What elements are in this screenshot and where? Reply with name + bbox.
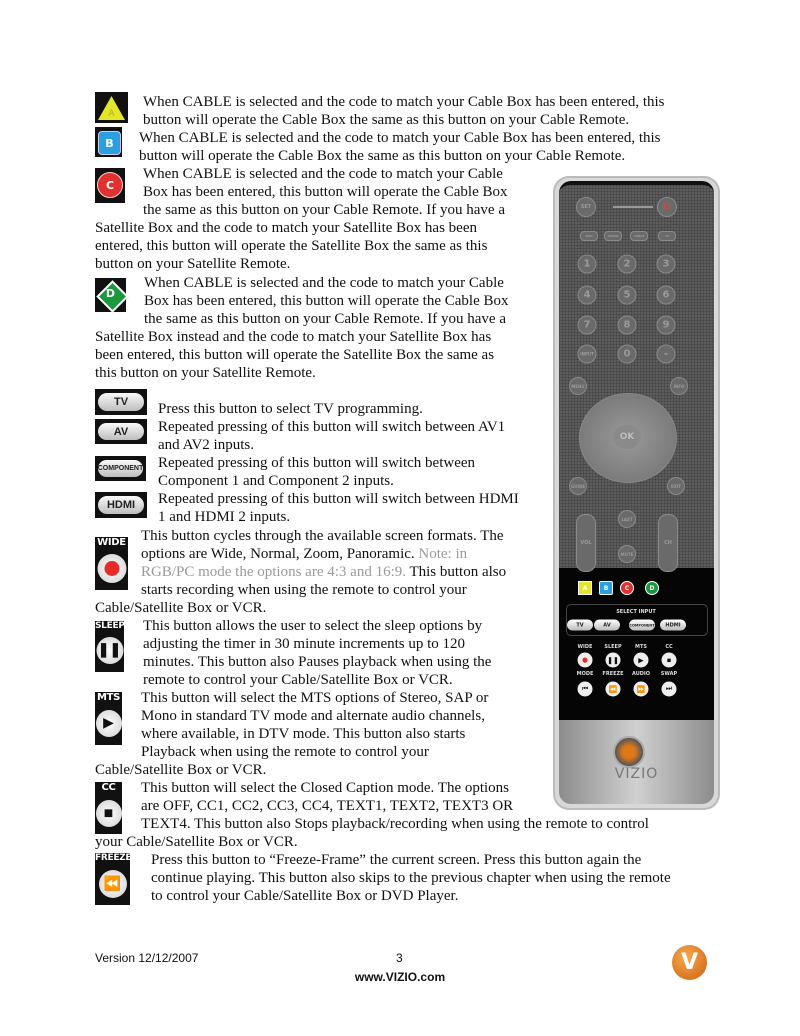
remote-info-button: INFO <box>670 377 688 395</box>
text: Component 1 and Component 2 inputs. <box>158 473 394 489</box>
text: This button will select the MTS options of Stereo, SAP or <box>141 690 489 706</box>
mts-label: MTS <box>96 692 121 703</box>
text: this button on your Satellite Remote. <box>95 365 316 381</box>
remote-color-button: C <box>620 581 634 595</box>
a-description-line <box>143 93 665 111</box>
c-description-line <box>95 237 487 255</box>
d-description-line <box>144 292 509 310</box>
freeze-rewind-button-icon: FREEZE ⏪ <box>95 853 130 905</box>
freeze-label: FREEZE <box>95 853 132 863</box>
b-button-icon <box>95 127 122 157</box>
cc-stop-button-icon: CC ■ <box>95 782 122 834</box>
component-description-line <box>158 472 394 490</box>
remote-digit-button: 9 <box>657 316 676 335</box>
text: Box has been entered, this button will operate the Cable Box <box>144 293 509 309</box>
wide-description-line <box>95 599 266 617</box>
text: been entered, this button will operate the Satellite Box the same as <box>95 347 495 363</box>
remote-mode-button: DVD <box>580 231 598 241</box>
text: This button will select the Closed Caption mode. The options <box>141 780 510 796</box>
remote-function-label: MTS <box>635 644 647 650</box>
d-description-line <box>95 328 491 346</box>
text: When CABLE is selected and the code to match your Cable Box has been entered, this <box>139 130 661 146</box>
svg-text:A: A <box>108 109 115 119</box>
text: adjusting the timer in 30 minute increments up to 120 <box>143 636 466 652</box>
mts-description-line <box>95 761 266 779</box>
mts-description-line <box>141 725 465 743</box>
remote-mute-button: MUTE <box>618 545 636 563</box>
cc-label: CC <box>101 782 116 793</box>
sleep-description-line <box>143 635 465 653</box>
sleep-description-line <box>143 671 453 689</box>
cc-description-line <box>141 797 513 815</box>
wide-description-line <box>141 545 467 563</box>
text: Satellite Box instead and the code to match your Satellite Box has <box>95 329 492 345</box>
text: 1 and HDMI 2 inputs. <box>158 509 291 525</box>
remote-digit-button: 7 <box>578 316 597 335</box>
c-description-line <box>143 165 503 183</box>
remote-function-button: ▶ <box>634 653 649 668</box>
hdmi-description-line <box>158 490 519 508</box>
av-description-line <box>158 418 505 436</box>
wide-description-line <box>141 581 467 599</box>
remote-vizio-logo-icon <box>613 736 645 768</box>
text: When CABLE is selected and the code to match your Cable <box>144 275 504 291</box>
mts-description-line <box>141 707 485 725</box>
text: Press this button to select TV programming. <box>158 401 423 417</box>
remote-function-button: ❚❚ <box>606 653 621 668</box>
component-label: COMPONENT <box>98 460 143 477</box>
remote-exit-button: EXIT <box>667 477 685 495</box>
remote-function-label: WIDE <box>577 644 593 650</box>
text: Cable/Satellite Box or VCR. <box>95 762 267 778</box>
mts-description-line <box>141 689 488 707</box>
text: Repeated pressing of this button will switch between <box>158 455 476 471</box>
remote-select-input-label: SELECT INPUT <box>616 609 656 615</box>
tv-button-icon <box>95 389 147 415</box>
remote-color-button: A <box>578 581 592 595</box>
vizio-logo-icon <box>672 945 707 980</box>
text: Repeated pressing of this button will switch between AV1 <box>158 419 506 435</box>
remote-input-button: HDMI <box>660 620 686 631</box>
vizio-logo-letter: V <box>680 950 699 975</box>
note-text: Note: in <box>418 546 468 562</box>
remote-digit-button: 0 <box>618 345 637 364</box>
remote-guide-button: GUIDE <box>569 477 587 495</box>
d-description-line <box>144 310 506 328</box>
text: This button cycles through the available screen formats. The <box>141 528 504 544</box>
mts-description-line <box>141 743 429 761</box>
c-label: C <box>97 172 123 198</box>
remote-control-image <box>555 178 718 808</box>
remote-vol-rocker: VOL <box>576 514 596 572</box>
remote-function-label: CC <box>665 644 673 650</box>
component-description-line <box>158 454 475 472</box>
text: options are Wide, Normal, Zoom, Panoramic. <box>141 546 419 562</box>
text: the same as this button on your Cable Remote. If you have a <box>144 311 506 327</box>
d-label: D <box>105 287 116 300</box>
sleep-pause-button-icon: SLEEP ❚❚ <box>95 621 124 672</box>
wide-description-line <box>141 527 504 545</box>
text: This button also <box>405 564 507 580</box>
text: button will operate the Cable Box the same as this button on your Cable Remote. <box>143 112 630 128</box>
wide-description-line <box>141 563 506 581</box>
text: Press this button to “Freeze-Frame” the current screen. Press this button again the <box>151 852 642 868</box>
text: button will operate the Cable Box the same as this button on your Cable Remote. <box>139 148 626 164</box>
remote-input-button: TV <box>567 620 593 631</box>
a-button-icon <box>95 92 128 123</box>
d-description-line <box>95 364 316 382</box>
text: entered, this button will operate the Satellite Box the same as this <box>95 238 488 254</box>
text: Playback when using the remote to control your <box>141 744 429 760</box>
remote-ch-rocker: CH <box>658 514 678 572</box>
text: Mono in standard TV mode and alternate audio channels, <box>141 708 485 724</box>
remote-ok-button: OK <box>613 425 641 449</box>
remote-menu-button: MENU <box>569 377 587 395</box>
tv-description-line <box>158 400 423 418</box>
hdmi-button-icon <box>95 492 147 518</box>
remote-input-button: AV <box>594 620 620 631</box>
av-button-icon <box>95 419 147 444</box>
remote-digit-button: 5 <box>618 286 637 305</box>
hdmi-description-line <box>158 508 290 526</box>
remote-digit-button: - <box>657 345 676 364</box>
text: starts recording when using the remote to control your <box>141 582 467 598</box>
text: Cable/Satellite Box or VCR. <box>95 600 267 616</box>
a-description-line <box>143 111 629 129</box>
c-description-line <box>143 201 505 219</box>
remote-color-button: B <box>599 581 613 595</box>
remote-function-label: MODE <box>576 671 594 677</box>
freeze-description-line <box>151 887 458 905</box>
remote-digit-button: 6 <box>657 286 676 305</box>
sleep-label: SLEEP <box>95 621 125 631</box>
text: your Cable/Satellite Box or VCR. <box>95 834 298 850</box>
text: Repeated pressing of this button will switch between HDMI <box>158 491 519 507</box>
c-description-line <box>95 219 477 237</box>
text: minutes. This button also Pauses playback when using the <box>143 654 492 670</box>
sleep-description-line <box>143 617 482 635</box>
remote-set-button: SET <box>576 197 596 217</box>
remote-color-button: D <box>645 581 659 595</box>
remote-transport-button: ⏩ <box>634 682 649 697</box>
remote-function-button: ● <box>578 653 593 668</box>
text: and AV2 inputs. <box>158 437 254 453</box>
b-label: B <box>98 131 121 155</box>
component-button-icon <box>95 456 146 481</box>
cc-description-line <box>95 833 298 851</box>
freeze-description-line <box>151 869 671 887</box>
text: button on your Satellite Remote. <box>95 256 291 272</box>
text: TEXT4. This button also Stops playback/recording when using the remote to control <box>141 816 649 832</box>
remote-mode-button: TV <box>658 231 676 241</box>
tv-label: TV <box>98 393 144 411</box>
text: are OFF, CC1, CC2, CC3, CC4, TEXT1, TEXT2, TEXT3 OR <box>141 798 514 814</box>
footer-url: www.VIZIO.com <box>354 970 446 984</box>
remote-function-label: SWAP <box>660 671 678 677</box>
c-description-line <box>95 255 290 273</box>
freeze-description-line <box>151 851 641 869</box>
cc-description-line <box>141 779 509 797</box>
remote-function-label: FREEZE <box>602 671 624 677</box>
d-button-icon <box>95 278 126 312</box>
av-label: AV <box>98 423 144 440</box>
remote-digit-button: 8 <box>618 316 637 335</box>
wide-record-button-icon <box>95 537 128 590</box>
remote-digit-button: INPUT <box>578 345 597 364</box>
b-description-line <box>139 129 661 147</box>
text: remote to control your Cable/Satellite Box or VCR. <box>143 672 453 688</box>
text: This button allows the user to select the sleep options by <box>143 618 483 634</box>
remote-transport-button: ⏭ <box>662 682 677 697</box>
text: where available, in DTV mode. This button also starts <box>141 726 466 742</box>
sleep-description-line <box>143 653 491 671</box>
text: the same as this button on your Cable Remote. If you have a <box>143 202 505 218</box>
hdmi-label: HDMI <box>98 496 144 514</box>
remote-digit-button: 3 <box>657 255 676 274</box>
remote-digit-button: 4 <box>578 286 597 305</box>
remote-transport-button: ⏮ <box>578 682 593 697</box>
footer-page-number: 3 <box>396 951 403 965</box>
remote-power-button: ⏻ <box>657 197 677 217</box>
d-description-line <box>95 346 494 364</box>
remote-transport-button: ⏪ <box>606 682 621 697</box>
b-description-line <box>139 147 625 165</box>
cc-description-line <box>141 815 649 833</box>
remote-input-button: COMPONENT <box>629 620 655 631</box>
remote-digit-button: 2 <box>618 255 637 274</box>
c-description-line <box>143 183 508 201</box>
mts-play-button-icon: MTS ▶ <box>95 692 122 745</box>
av-description-line <box>158 436 254 454</box>
note-text: RGB/PC mode the options are 4:3 and 16:9. <box>141 564 406 580</box>
remote-function-button: ■ <box>662 653 677 668</box>
text: continue playing. This button also skips to the previous chapter when using the remote <box>151 870 671 886</box>
text: Box has been entered, this button will operate the Cable Box <box>143 184 508 200</box>
remote-mode-button: AUDIO <box>604 231 622 241</box>
remote-digit-button: 1 <box>578 255 597 274</box>
remote-last-button: LAST <box>618 510 636 528</box>
text: Satellite Box and the code to match your Satellite Box has been <box>95 220 477 236</box>
remote-function-label: SLEEP <box>604 644 622 650</box>
text: When CABLE is selected and the code to match your Cable <box>143 166 503 182</box>
remote-mode-button: CABLE <box>630 231 648 241</box>
remote-function-label: AUDIO <box>631 671 651 677</box>
d-description-line <box>144 274 504 292</box>
footer-version: Version 12/12/2007 <box>95 951 199 965</box>
text: to control your Cable/Satellite Box or DVD Player. <box>151 888 459 904</box>
c-button-icon <box>95 168 125 203</box>
wide-label: WIDE <box>97 537 126 548</box>
remote-brand-text: VIZIO <box>614 766 659 782</box>
text: When CABLE is selected and the code to match your Cable Box has been entered, this <box>143 94 665 110</box>
